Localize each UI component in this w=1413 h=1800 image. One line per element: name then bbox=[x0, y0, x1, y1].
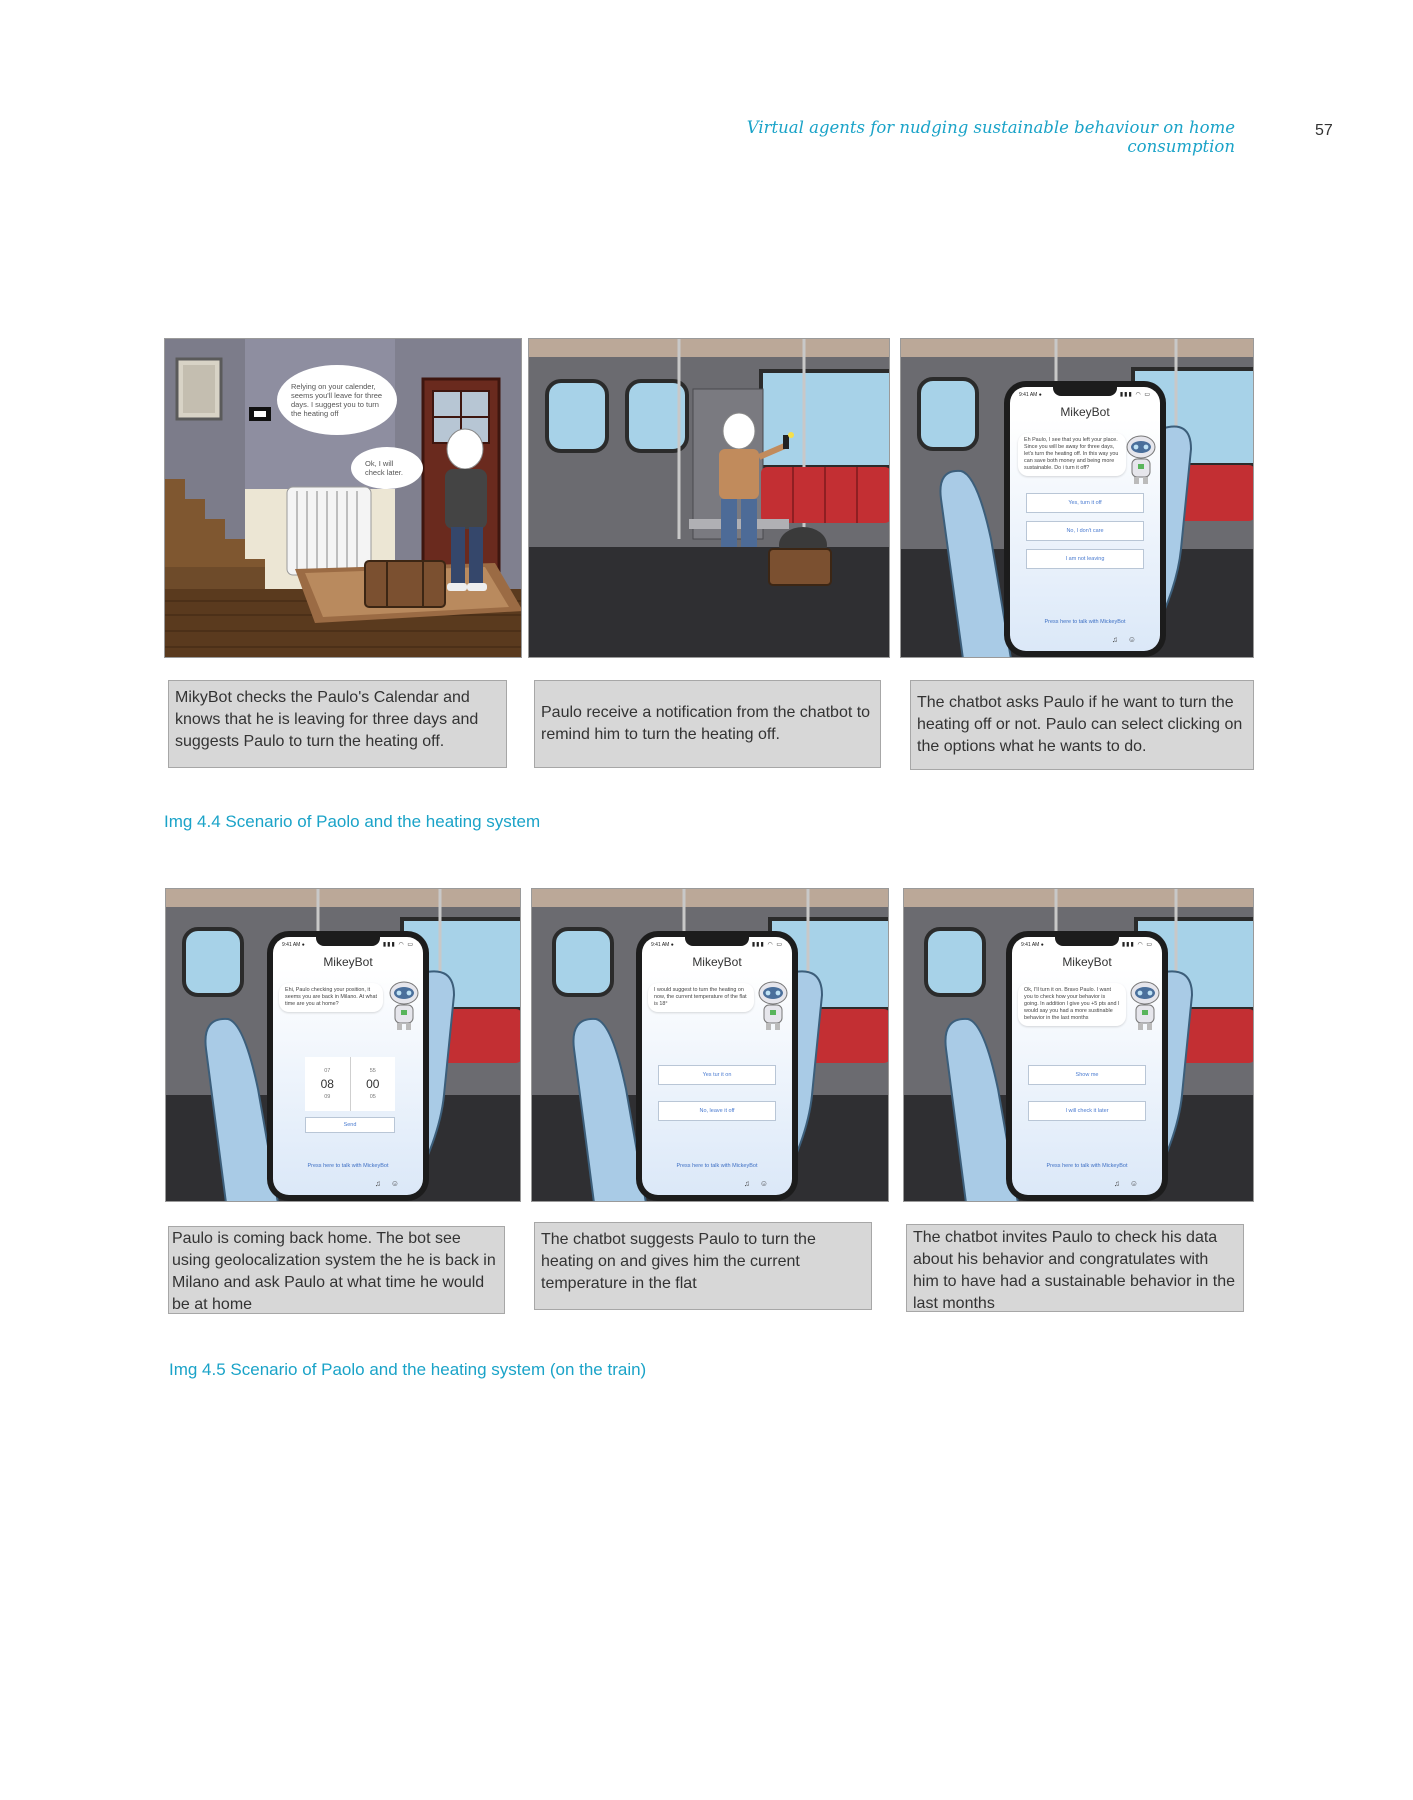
talk-with-bot-link[interactable]: Press here to talk with MickeyBot bbox=[1044, 619, 1126, 625]
panel-caption-1: MikyBot checks the Paulo's Calendar and knows that he is leaving for three days and suggests Paulo to turn the heating off. bbox=[168, 680, 507, 768]
robot-avatar-icon bbox=[756, 981, 790, 1031]
status-icons: ▮▮▮ ◠ ▭ bbox=[382, 942, 414, 948]
minute-wheel[interactable] bbox=[350, 1057, 396, 1111]
talk-with-bot-link[interactable]: Press here to talk with MickeyBot bbox=[676, 1163, 758, 1169]
storyboard-panel-hallway bbox=[164, 338, 522, 658]
app-title: MikeyBot bbox=[1062, 955, 1112, 969]
running-title: Virtual agents for nudging sustainable behaviour on home consumption bbox=[746, 118, 1235, 156]
status-icons: ▮▮▮ ◠ ▭ bbox=[751, 942, 783, 948]
status-time: 9:41 AM ● bbox=[1021, 942, 1044, 948]
chat-message: Ehi, Paulo checking your position, it seems you are back in Milano. At what time are you at home? bbox=[279, 983, 383, 1012]
storyboard-panel-train-notification bbox=[528, 338, 890, 658]
smartphone bbox=[1006, 931, 1168, 1201]
robot-avatar-icon bbox=[387, 981, 421, 1031]
bottom-nav-icons[interactable] bbox=[1112, 635, 1146, 644]
phone-screen bbox=[1010, 387, 1160, 651]
user-icon[interactable]: ☺ bbox=[390, 1179, 409, 1188]
turn-on-button[interactable]: Yes tur it on bbox=[658, 1065, 776, 1085]
chat-message: I would suggest to turn the heating on now, the current temperature of the flat is 18° bbox=[648, 983, 754, 1012]
phone-screen bbox=[642, 937, 792, 1195]
robot-avatar-icon bbox=[1124, 435, 1158, 485]
panel-caption-5: The chatbot suggests Paulo to turn the heating on and gives him the current temperature in the flat bbox=[534, 1222, 872, 1310]
storyboard-panel-temperature bbox=[531, 888, 889, 1202]
not-leaving-button[interactable]: I am not leaving bbox=[1026, 549, 1144, 569]
minute-selected: 00 bbox=[366, 1077, 380, 1091]
bottom-nav-icons[interactable] bbox=[744, 1179, 778, 1188]
chat-message: Ok, I'll turn it on. Bravo Paulo. I want you to check how your behavior is going. In addition I give you +5 pts and I would say you had a more sustinable behavior in the last months bbox=[1018, 983, 1126, 1026]
panel-caption-4: Paulo is coming back home. The bot see using geolocalization system the he is back in Milano and ask Paulo at what time he would be at home bbox=[168, 1226, 505, 1314]
app-title: MikeyBot bbox=[692, 955, 742, 969]
status-icons: ▮▮▮ ◠ ▭ bbox=[1121, 942, 1153, 948]
phone-notch bbox=[1053, 387, 1117, 396]
panel-caption-3: The chatbot asks Paulo if he want to turn the heating off or not. Paulo can select clicking on the options what he wants to do. bbox=[910, 680, 1254, 770]
hour-prev: 07 bbox=[324, 1068, 331, 1074]
panel-caption-6: The chatbot invites Paulo to check his data about his behavior and congratulates with him to have had a sustainable behavior in the last months bbox=[906, 1224, 1244, 1312]
smartphone bbox=[1004, 381, 1166, 657]
hour-next: 09 bbox=[324, 1094, 331, 1100]
phone-screen bbox=[1012, 937, 1162, 1195]
speech-bubble-reply: Ok, I will check later. bbox=[351, 447, 423, 489]
figure-caption-4-4: Img 4.4 Scenario of Paolo and the heating system bbox=[164, 812, 541, 831]
hour-selected: 08 bbox=[320, 1077, 334, 1091]
user-icon[interactable]: ☺ bbox=[1129, 1179, 1148, 1188]
leave-off-button[interactable]: No, leave it off bbox=[658, 1101, 776, 1121]
no-dont-care-button[interactable]: No, I don't care bbox=[1026, 521, 1144, 541]
status-time: 9:41 AM ● bbox=[282, 942, 305, 948]
status-icons: ▮▮▮ ◠ ▭ bbox=[1119, 392, 1151, 398]
phone-notch bbox=[685, 937, 749, 946]
page-number: 57 bbox=[1315, 122, 1333, 139]
app-title: MikeyBot bbox=[323, 955, 373, 969]
bell-icon[interactable]: ♫ bbox=[374, 1179, 391, 1188]
check-later-button[interactable]: I will check it later bbox=[1028, 1101, 1146, 1121]
send-button[interactable]: Send bbox=[305, 1117, 395, 1133]
user-icon[interactable]: ☺ bbox=[1127, 635, 1146, 644]
phone-notch bbox=[316, 937, 380, 946]
app-title: MikeyBot bbox=[1060, 405, 1110, 419]
panel-caption-2: Paulo receive a notification from the chatbot to remind him to turn the heating off. bbox=[534, 680, 881, 768]
user-icon[interactable]: ☺ bbox=[759, 1179, 778, 1188]
status-time: 9:41 AM ● bbox=[651, 942, 674, 948]
hour-wheel[interactable] bbox=[305, 1057, 350, 1111]
chat-message: Eh Paulo, I see that you left your place. Since you will be away for three days, let's turn the heating off. In this way you can save both money and being more sustainable. Do i turn it off? bbox=[1018, 433, 1126, 476]
talk-with-bot-link[interactable]: Press here to talk with MickeyBot bbox=[1046, 1163, 1128, 1169]
bell-icon[interactable]: ♫ bbox=[1111, 635, 1128, 644]
phone-screen bbox=[273, 937, 423, 1195]
storyboard-panel-time-picker bbox=[165, 888, 521, 1202]
phone-notch bbox=[1055, 937, 1119, 946]
time-picker[interactable] bbox=[305, 1057, 395, 1111]
smartphone bbox=[267, 931, 429, 1201]
minute-prev: 55 bbox=[369, 1068, 376, 1074]
bell-icon[interactable]: ♫ bbox=[1113, 1179, 1130, 1188]
storyboard-panel-show-data bbox=[903, 888, 1254, 1202]
figure-caption-4-5: Img 4.5 Scenario of Paolo and the heating system (on the train) bbox=[169, 1360, 647, 1379]
smartphone bbox=[636, 931, 798, 1201]
status-time: 9:41 AM ● bbox=[1019, 392, 1042, 398]
yes-turn-off-button[interactable]: Yes, turn it off bbox=[1026, 493, 1144, 513]
storyboard-panel-chatbot-options bbox=[900, 338, 1254, 658]
bottom-nav-icons[interactable] bbox=[375, 1179, 409, 1188]
show-me-button[interactable]: Show me bbox=[1028, 1065, 1146, 1085]
talk-with-bot-link[interactable]: Press here to talk with MickeyBot bbox=[307, 1163, 389, 1169]
minute-next: 05 bbox=[369, 1094, 376, 1100]
bottom-nav-icons[interactable] bbox=[1114, 1179, 1148, 1188]
robot-avatar-icon bbox=[1128, 981, 1162, 1031]
train-illustration bbox=[529, 339, 890, 658]
speech-bubble-calendar: Relying on your calender, seems you'll leave for three days. I suggest you to turn the heating off bbox=[277, 365, 397, 435]
bell-icon[interactable]: ♫ bbox=[743, 1179, 760, 1188]
